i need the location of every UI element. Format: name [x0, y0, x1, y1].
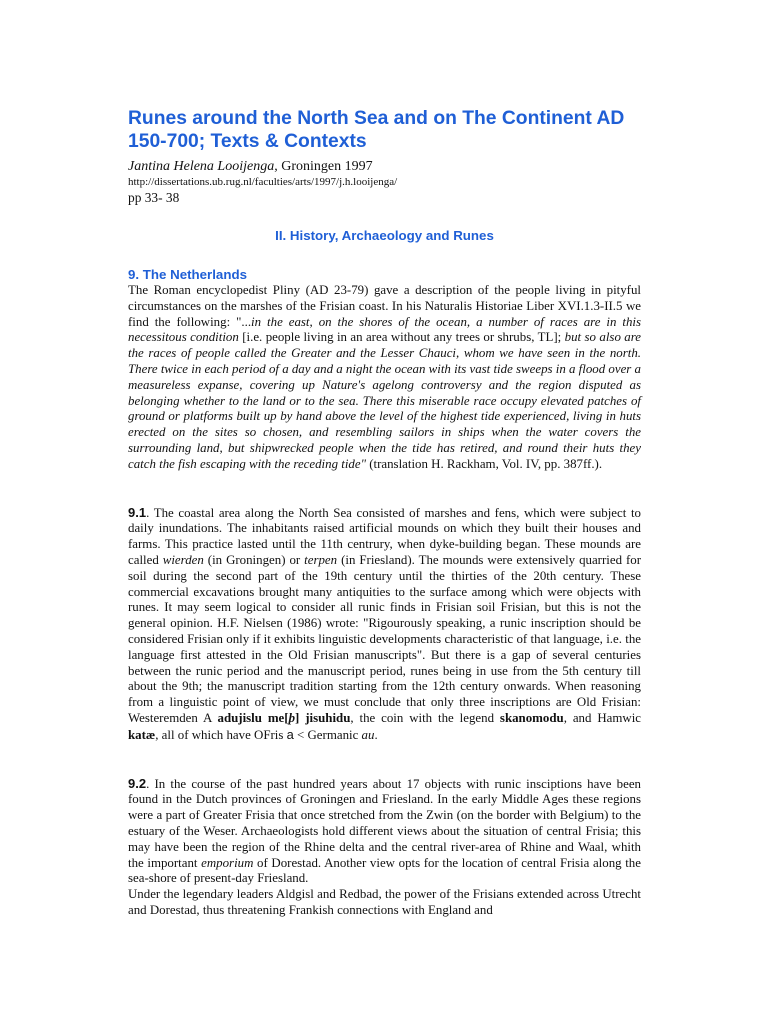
paragraph-9-1: 9.1. The coastal area along the North Sea consisted of marshes and fens, which were subject to daily inundations. The inhabitants raised artificial mounds on which they built their houses and farms. This practice lasted until the 11th centrury, when dyke-building began. These mounds are called wierden (in Groningen) or terpen (in Friesland). The mounds were extensively quarried for soil during the second part of the 19th century until the thirties of the 20th century. These commercial excavations brought many antiquities to the surface among which were objects with runes. It may seem logical to consider all runic finds in Frisian soil Frisian, but this is not the general opinion. H.F. Nielsen (1986) wrote: "Rigourously speaking, a runic inscription should be considered Frisian only if it exhibits linguistic developments characteristic of that language, i.e. the language first attested in the Old Frisian manuscripts". But there is a gap of several centuries between the runic period and the manuscript period, runes being in use from the 5th century till about the 9th; the manuscript tradition starting from the 12th century onwards. When reasoning from a linguistic point of view, we must conclude that only three inscriptions are Old Frisian: Westeremden A adujislu me[þ] jisuhidu, the coin with the legend skanomodu, and Hamwic katæ, all of which have OFris a < Germanic au.: [128, 504, 642, 742]
paragraph-number: 9.1: [128, 504, 147, 520]
author-line: [128, 158, 641, 175]
author-place: , Groningen 1997: [274, 159, 373, 174]
document-title: Runes around the North Sea and on The Continent AD 150-700; Texts & Contexts: [128, 108, 625, 152]
source-url[interactable]: http://dissertations.ub.rug.nl/faculties/arts/1997/j.h.looijenga/: [128, 176, 398, 188]
paragraph-9-2-continued: Under the legendary leaders Aldgisl and Redbad, the power of the Frisians extended across Utrecht and Dorestad, thus threatening Frankish connections with England and: [128, 887, 641, 917]
subsection-heading: 9. The Netherlands: [128, 267, 247, 282]
page-range: pp 33- 38: [128, 190, 180, 205]
paragraph-gap: [128, 744, 641, 776]
document-body: [128, 107, 641, 919]
paragraph-gap: [128, 473, 641, 505]
paragraph-9-2: 9.2. In the course of the past hundred years about 17 objects with runic insciptions have been found in the Dutch provinces of Groningen and Friesland. In the early Middle Ages these regions were a part of Greater Frisia that once stretched from the Zwin (on the border with Belgium) to the estuary of the Weser. Archaeologists hold different views about the situation of central Frisia; this may have been the region of the Rhine delta and the central river-area of Rhine and Waal, whith the important emporium of Dorestad. Another view opts for the location of central Frisia along the sea-shore of present-day Friesland.: [128, 775, 641, 886]
paragraph-number: 9.2: [128, 775, 147, 791]
section-heading: II. History, Archaeology and Runes: [275, 228, 494, 243]
author-name: Jantina Helena Looijenga: [128, 159, 275, 174]
intro-paragraph: The Roman encyclopedist Pliny (AD 23-79) gave a description of the people living in pityful circumstances on the marshes of the Frisian coast. In his Naturalis Historiae Liber XVI.1.3-II.5 we find the following: "...in the east, on the shores of the ocean, a number of races are in this necessitous condition [i.e. people living in an area without any trees or shrubs, TL]; but so also are the races of people called the Greater and the Lesser Chauci, whom we have seen in the north. There twice in each period of a day and a night the ocean with its vast tide sweeps in a flood over a measureless expanse, covering up Nature's agelong controversy and the region disputed as belonging whether to the land or to the sea. There this miserable race occupy elevated patches of ground or platforms built up by hand above the level of the highest tide experienced, living in huts erected on the sites so chosen, and resembling sailors in ships when the water covers the surrounding land, but shipwrecked people when the tide has retired, and round their huts they catch the fish escaping with the receding tide" (translation H. Rackham, Vol. IV, pp. 387ff.).: [128, 283, 641, 471]
